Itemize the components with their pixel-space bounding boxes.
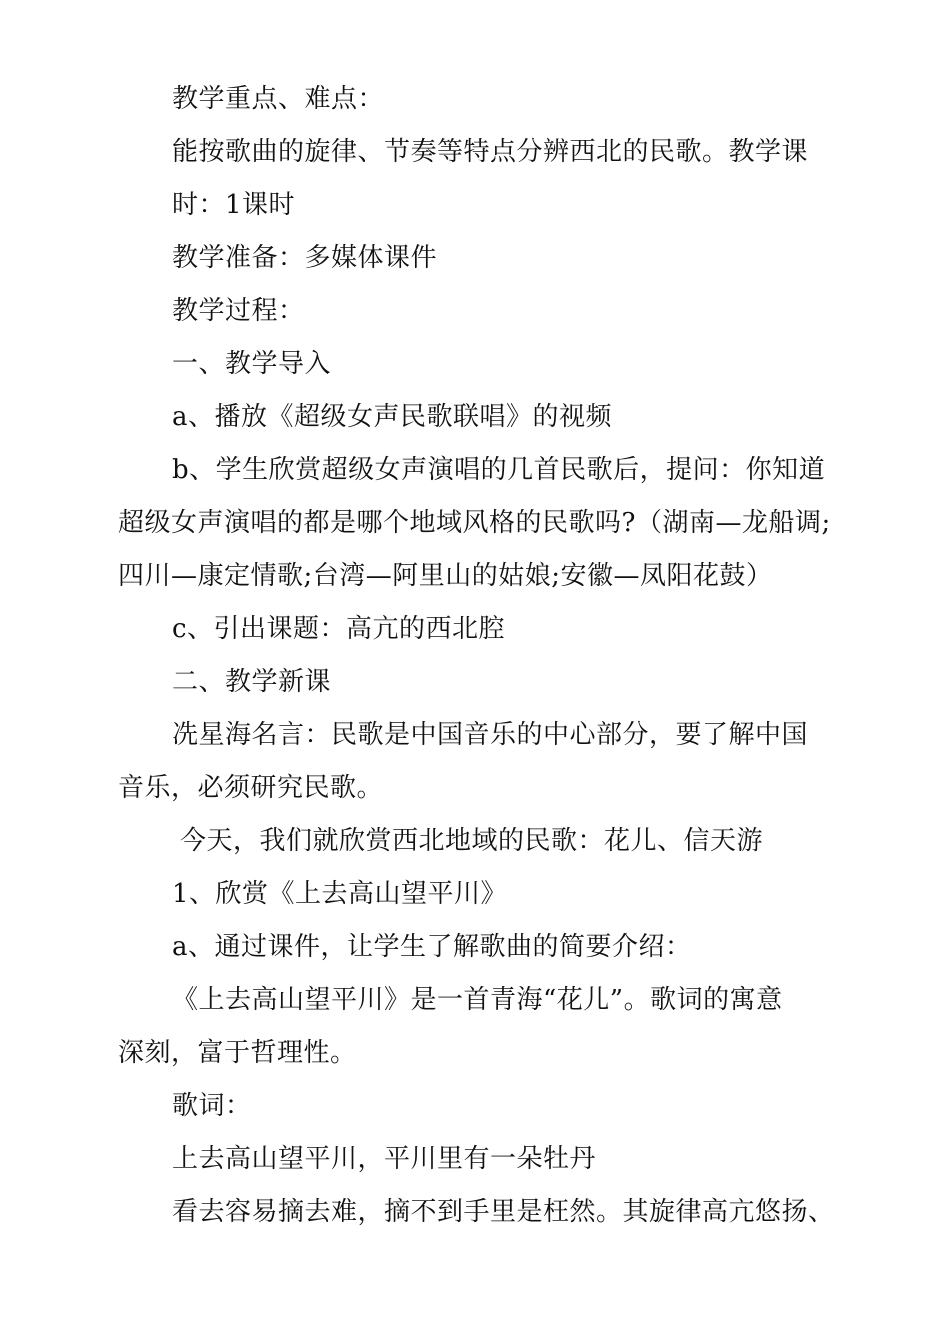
text-line: 《上去高山望平川》是一首青海“花儿”。歌词的寓意 (172, 985, 783, 1015)
text-line: 冼星海名言：民歌是中国音乐的中心部分，要了解中国 (172, 720, 809, 750)
text-line: 四川—康定情歌;台湾—阿里山的姑娘;安徽—凤阳花鼓） (118, 561, 773, 591)
text-line: 教学过程： (172, 296, 305, 326)
section-heading: 一、教学导入 (172, 349, 332, 379)
text-line: b、学生欣赏超级女声演唱的几首民歌后，提问：你知道 (172, 455, 826, 485)
text-line: c、引出课题：高亢的西北腔 (172, 614, 506, 644)
text-line: a、播放《超级女声民歌联唱》的视频 (172, 402, 613, 432)
text-line: 深刻，富于哲理性。 (118, 1038, 357, 1068)
text-line: 能按歌曲的旋律、节奏等特点分辨西北的民歌。教学课 (172, 137, 809, 167)
lyrics-line: 上去高山望平川，平川里有一朵牡丹 (172, 1144, 597, 1174)
text-line: 音乐，必须研究民歌。 (118, 773, 384, 803)
section-heading: 二、教学新课 (172, 667, 332, 697)
text-line: 教学重点、难点： (172, 84, 385, 114)
text-line: 歌词： (172, 1091, 252, 1121)
text-line: 教学准备：多媒体课件 (172, 243, 438, 273)
lyrics-line: 看去容易摘去难，摘不到手里是枉然。其旋律高亢悠扬、 (172, 1197, 835, 1227)
text-line: 1、欣赏《上去高山望平川》 (172, 879, 508, 909)
text-line: 超级女声演唱的都是哪个地域风格的民歌吗?（湖南—龙船调; (118, 508, 831, 538)
text-line: 今天，我们就欣赏西北地域的民歌：花儿、信天游 (180, 826, 764, 856)
text-line: a、通过课件，让学生了解歌曲的简要介绍： (172, 932, 692, 962)
text-line: 时：1课时 (172, 190, 296, 220)
